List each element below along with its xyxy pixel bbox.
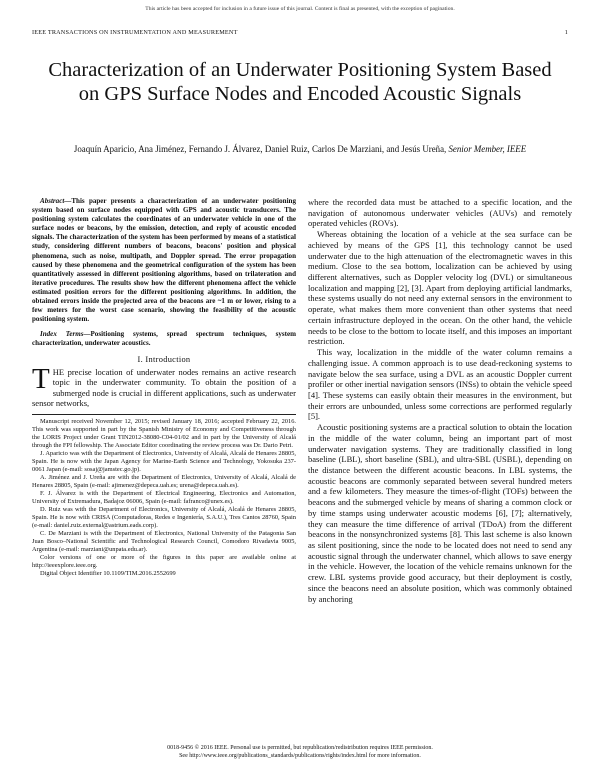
- index-terms: [32, 330, 296, 348]
- intro-text: HE precise location of underwater nodes remains an active research topic in the underwater community. To obtain the position of a submerged node is crucial in different applications, such as underwater sensor networks,: [32, 366, 296, 409]
- abstract-label: Abstract—: [40, 197, 72, 205]
- drop-cap: T: [32, 362, 50, 395]
- footnote-divider: [32, 414, 296, 415]
- abstract: [32, 197, 296, 324]
- acceptance-notice: This article has been accepted for inclusion in a future issue of this journal. Content is final as presented, with the exception of pagination.: [145, 6, 455, 12]
- permissions-line: See http://www.ieee.org/publications_standards/publications/rights/index.html for more information.: [179, 753, 421, 760]
- footnote-aparicio: J. Aparicio was with the Department of Electronics, University of Alcalá, Alcalá de Henares 28805, Spain. He is now with the Japan Agency for Marine-Earth Science and Technology, Yokosuka 237-0061 Japan (e-mail: sosaj@jamstec.go.jp).: [32, 449, 296, 473]
- author-list: [60, 143, 540, 155]
- section-heading: I. Introduction: [137, 354, 191, 364]
- footnote-color-versions: Color versions of one or more of the figures in this paper are available online at http://ieeexplore.ieee.org.: [32, 553, 296, 569]
- paragraph-acoustic-systems: Acoustic positioning systems are a practical solution to obtain the location in the middle of the water column, being an important part of most underwater navigation systems. They are traditionally classified in long baseline (LBL), short baseline (SBL), and ultra-SBL (USBL), depending on the distance between the different acoustic beacons. In LBL systems, the acoustic beacons are commonly separated between several hundred meters and a few kilometers. They measure the times-of-flight (TOFs) between the beacons and the submerged vehicle by means of sharing a common clock or by time stamps using underwater acoustic modems [6], [7]; alternatively, they can measure the time difference of arrival (TDoA) from the different beacons in the nonsynchronized systems [8]. This last scheme is also known as silent positioning, since the node to be located does not need to send any acoustic signal through the underwater channel, which allows to save energy in the vehicle. However, the location of the vehicle remains unknown for the crew. LBL systems provide good accuracy, but their deployment is costly, since the beacons need an absolute position, which was commonly obtained by anchoring: [308, 422, 572, 604]
- intro-paragraph: [32, 362, 296, 409]
- footnote-jimenez-urena: A. Jiménez and J. Ureña are with the Department of Electronics, University of Alcalá, Alcalá de Henares 28805, Spain (e-mail: ajimenez@depeca.uah.es; urena@depeca.uah.es).: [32, 473, 296, 489]
- left-column: [32, 197, 296, 578]
- footnote-manuscript: Manuscript received November 12, 2015; revised January 18, 2016; accepted February 22, 2016. This work was supported in part by the Spanish Ministry of Economy and Competitiveness through the LORIS Project under Grant TIN2012-38080-C04-01/02 and in part by the University of Alcalá through the FPI fellowship. The Associate Editor coordinating the review process was Dr. Dario Petri.: [32, 417, 296, 449]
- index-terms-label: Index Terms—: [40, 330, 91, 339]
- abstract-text: This paper presents a characterization of an underwater positioning system based on surface nodes equipped with GPS and acoustic transducers. The positioning system calculates the coordinates of an underwater vehicle in one of the surface nodes or beacons, by the emission, detection, and reply of acoustic encoded signals. The characterization of the system has been performed by means of a statistical study, considering different numbers of beacons, beacons' position and physical phenomena, such as noise, multipath, and Doppler spread. The error propagation caused by these phenomena and the geometrical configuration of the system has been quantitatively assessed in different positioning algorithms, based on trilateration and iterative procedures. The results show how the different phenomena affect the vehicle estimated position errors for the different positioning algorithms. In addition, the obtained errors inside the projected area of the beacons are ~1 m or lower, rising to a few meters for the worst case scenario, showing the feasibility of the acoustic positioning system.: [32, 197, 296, 324]
- paragraph-continuation: where the recorded data must be attached to a specific location, and the navigation of autonomous underwater vehicles (AUVs) and remotely operated vehicles (ROVs).: [308, 197, 572, 229]
- journal-name: IEEE TRANSACTIONS ON INSTRUMENTATION AND MEASUREMENT: [32, 29, 238, 36]
- running-header: [32, 29, 568, 36]
- paragraph-water-column: This way, localization in the middle of the water column remains a challenging issue. A common approach is to use dead-reckoning systems to navigate below the sea surface, using a DVL as an acoustic Doppler current profiler or other inertial navigation sensors (INSs) to obtain the vehicle speed [4]. These systems can easily obtain their measures in the environment, but their errors are unbounded, unless some corrections are performed regularly [5].: [308, 347, 572, 422]
- footnote-doi: Digital Object Identifier 10.1109/TIM.2016.2552699: [40, 569, 176, 577]
- page-number: 1: [564, 29, 568, 36]
- index-terms-text: Positioning systems, spread spectrum techniques, system characterization, underwater acoustics.: [32, 330, 296, 348]
- copyright-line: 0018-9456 © 2016 IEEE. Personal use is permitted, but republication/redistribution requires IEEE permission.: [167, 745, 433, 751]
- copyright-footer: [0, 744, 600, 760]
- author-membership: Senior Member, IEEE: [448, 144, 527, 154]
- footnote-ruiz: D. Ruiz was with the Department of Electronics, University of Alcalá, Alcalá de Henares 28805, Spain. He is now with CRISA (Computadoras, Redes e Ingeniería, S.A.U.), Tres Cantos 28760, Spain (e-mail: daniel.ruiz.external@astrium.eads.corp).: [32, 505, 296, 529]
- right-column: [308, 197, 572, 604]
- footnote-de-marziani: C. De Marziani is with the Department of Electronics, National University of the Patagonia San Juan Bosco–National Scientific and Technological Research Council, Comodoro Rivadavia 9005, Argentina (e-mail: marziani@unpata.edu.ar).: [32, 529, 296, 553]
- paragraph-gps: Whereas obtaining the location of a vehicle at the sea surface can be achieved by means of the GPS [1], this technology cannot be used underwater due to the high attenuation of the electromagnetic waves in this medium. Close to the sea bottom, localization can be achieved by using different alternatives, such as Doppler velocity log (DVL) or simultaneous localization and mapping [2], [3]. Apart from deploying artificial landmarks, these systems usually do not need any external sensors in the environment to operate, what makes them more convenient than other systems that need certain infrastructure deployed in the ocean. On the other hand, the vehicle needs to be close to the bottom to locate itself, and this imposes an important restriction.: [308, 229, 572, 347]
- author-names: Joaquín Aparicio, Ana Jiménez, Fernando J. Álvarez, Daniel Ruiz, Carlos De Marziani, and Jesús Ureña,: [73, 144, 447, 154]
- paper-title: Characterization of an Underwater Positioning System Based on GPS Surface Nodes and Encoded Acoustic Signals: [48, 59, 552, 105]
- footnote-alvarez: F. J. Álvarez is with the Department of Electrical Engineering, Electronics and Automation, University of Extremadura, Badajoz 06006, Spain (e-mail: fafranco@unex.es).: [32, 489, 296, 505]
